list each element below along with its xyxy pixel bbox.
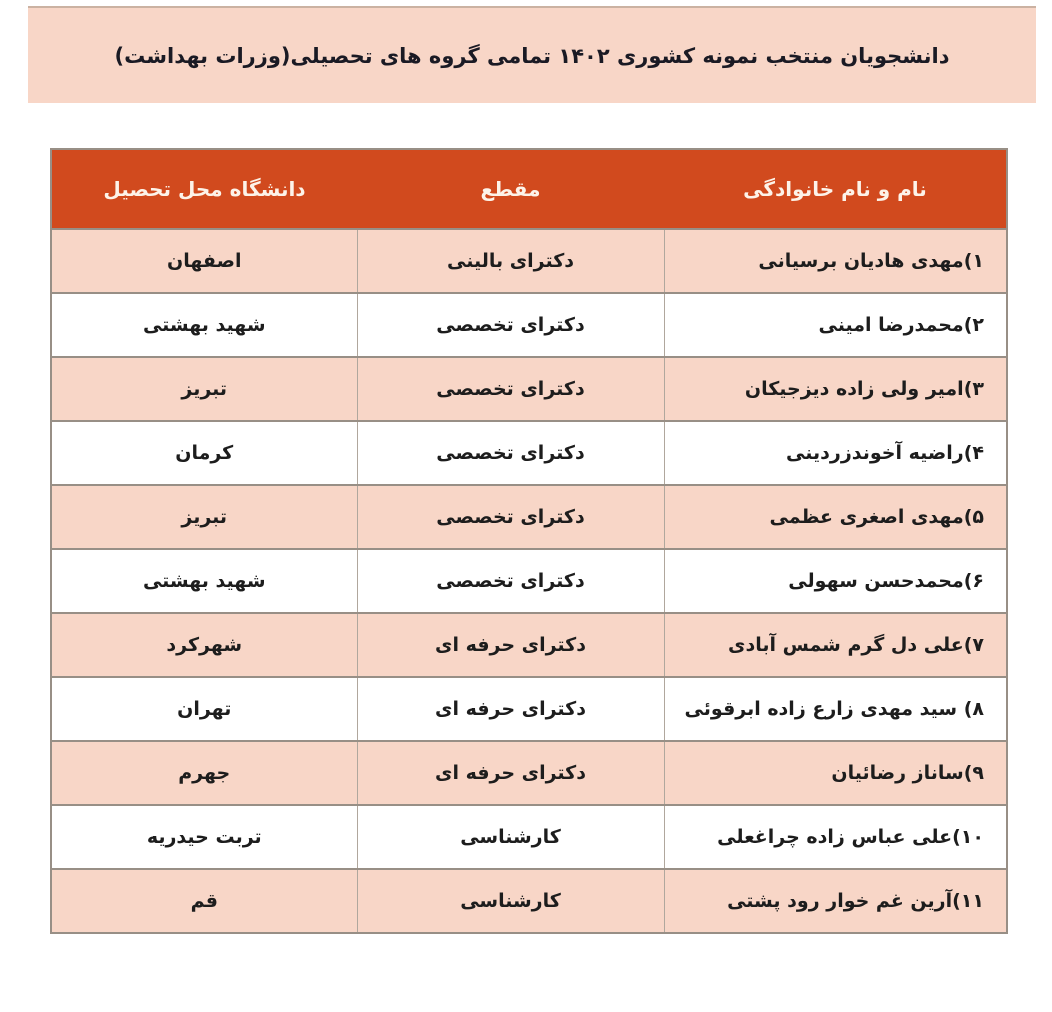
university-cell: تبریز bbox=[51, 357, 357, 421]
table-row bbox=[51, 613, 1007, 677]
university-cell: جهرم bbox=[51, 741, 357, 805]
degree-cell: دکترای بالینی bbox=[357, 229, 664, 293]
university-cell: شهید بهشتی bbox=[51, 293, 357, 357]
degree-cell: دکترای تخصصی bbox=[357, 357, 664, 421]
table-row bbox=[51, 549, 1007, 613]
university-cell: تربت حیدریه bbox=[51, 805, 357, 869]
page-title: دانشجویان منتخب نمونه کشوری ۱۴۰۲ تمامی گروه های تحصیلی(وزرات بهداشت) bbox=[114, 43, 950, 68]
degree-cell: کارشناسی bbox=[357, 805, 664, 869]
student-name-cell: ۲)محمدرضا امینی bbox=[664, 293, 1007, 357]
table-row bbox=[51, 357, 1007, 421]
university-cell: شهرکرد bbox=[51, 613, 357, 677]
degree-cell: دکترای حرفه ای bbox=[357, 613, 664, 677]
header-row bbox=[51, 149, 1007, 229]
students-table bbox=[50, 148, 1008, 934]
university-cell: کرمان bbox=[51, 421, 357, 485]
table-row bbox=[51, 485, 1007, 549]
table-row bbox=[51, 869, 1007, 933]
degree-cell: دکترای تخصصی bbox=[357, 485, 664, 549]
student-name-cell: ۷)علی دل گرم شمس آبادی bbox=[664, 613, 1007, 677]
table-row bbox=[51, 293, 1007, 357]
column-header-university: دانشگاه محل تحصیل bbox=[51, 149, 357, 229]
degree-cell: دکترای تخصصی bbox=[357, 293, 664, 357]
student-name-cell: ۳)امیر ولی زاده دیزجیکان bbox=[664, 357, 1007, 421]
table-body bbox=[51, 229, 1007, 933]
students-table-container bbox=[44, 148, 1008, 934]
column-header-degree: مقطع bbox=[357, 149, 664, 229]
degree-cell: دکترای تخصصی bbox=[357, 549, 664, 613]
university-cell: اصفهان bbox=[51, 229, 357, 293]
degree-cell: دکترای تخصصی bbox=[357, 421, 664, 485]
student-name-cell: ۵)مهدی اصغری عظمی bbox=[664, 485, 1007, 549]
university-cell: تهران bbox=[51, 677, 357, 741]
degree-cell: دکترای حرفه ای bbox=[357, 741, 664, 805]
column-header-name: نام و نام خانوادگی bbox=[664, 149, 1007, 229]
student-name-cell: ۹)ساناز رضائیان bbox=[664, 741, 1007, 805]
table-row bbox=[51, 805, 1007, 869]
student-name-cell: ۴)راضیه آخوندزردینی bbox=[664, 421, 1007, 485]
student-name-cell: ۱۱)آرین غم خوار رود پشتی bbox=[664, 869, 1007, 933]
table-row bbox=[51, 421, 1007, 485]
student-name-cell: ۶)محمدحسن سهولی bbox=[664, 549, 1007, 613]
university-cell: تبریز bbox=[51, 485, 357, 549]
degree-cell: دکترای حرفه ای bbox=[357, 677, 664, 741]
university-cell: شهید بهشتی bbox=[51, 549, 357, 613]
table-header bbox=[51, 149, 1007, 229]
title-banner bbox=[28, 6, 1036, 103]
table-row bbox=[51, 229, 1007, 293]
student-name-cell: ۸) سید مهدی زارع زاده ابرقوئی bbox=[664, 677, 1007, 741]
student-name-cell: ۱)مهدی هادیان برسیانی bbox=[664, 229, 1007, 293]
table-row bbox=[51, 677, 1007, 741]
student-name-cell: ۱۰)علی عباس زاده چراغعلی bbox=[664, 805, 1007, 869]
table-row bbox=[51, 741, 1007, 805]
university-cell: قم bbox=[51, 869, 357, 933]
degree-cell: کارشناسی bbox=[357, 869, 664, 933]
